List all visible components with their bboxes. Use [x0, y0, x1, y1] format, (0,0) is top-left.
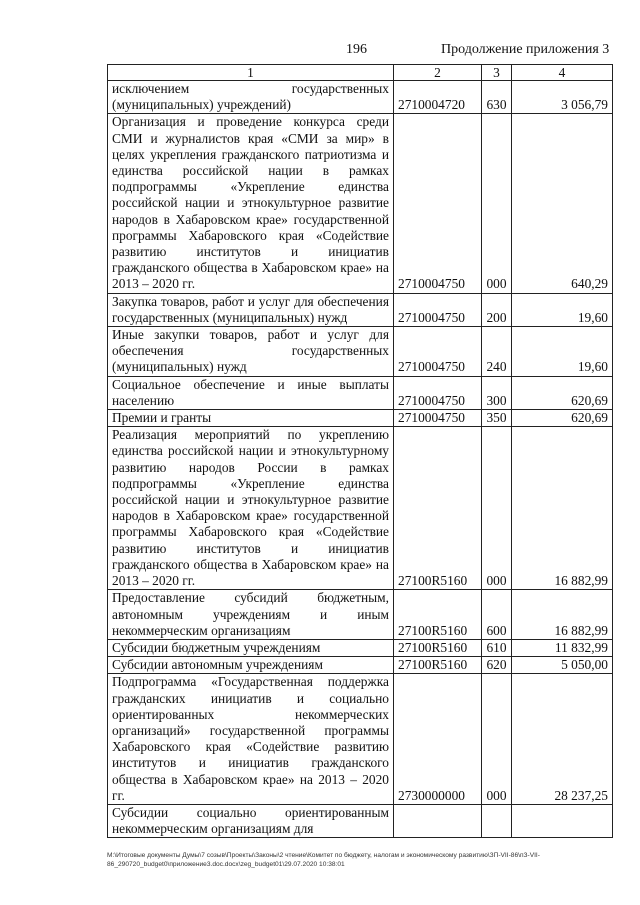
- row-name: Подпрограмма «Государственная поддержка гражданских инициатив и социально ориентированных некоммерческих организаций» государственной программы Хабаровского края «Содействие развитию институтов и инициатив гражданского общества в Хабаровском крае» на 2013 – 2020 гг.: [108, 674, 394, 805]
- row-code: 2710004750: [394, 327, 482, 377]
- row-name: исключением государственных (муниципальных) учреждений): [108, 81, 394, 114]
- row-code: 27100R5160: [394, 590, 482, 640]
- column-header-1: 1: [108, 65, 394, 81]
- budget-table: [107, 64, 613, 838]
- table-row: [108, 293, 613, 326]
- row-amount: 640,29: [512, 114, 613, 293]
- table-row: [108, 376, 613, 409]
- row-vr: 350: [482, 410, 512, 427]
- row-vr: 240: [482, 327, 512, 377]
- row-name: Субсидии автономным учреждениям: [108, 657, 394, 674]
- row-code: 2710004750: [394, 293, 482, 326]
- table-row: [108, 639, 613, 656]
- continuation-heading: Продолжение приложения 3: [441, 42, 610, 57]
- row-vr: 600: [482, 590, 512, 640]
- page-number: 196: [346, 42, 367, 57]
- row-code: 27100R5160: [394, 427, 482, 590]
- row-name: Реализация мероприятий по укреплению единства российской нации и этнокультурному развитию народов России в рамках подпрограммы «Укрепление единства российской нации и этнокультурное развитие народов в Хабаровском крае» государственной программы Хабаровского края «Содействие развитию институтов и инициатив гражданского общества в Хабаровском крае» на 2013 – 2020 гг.: [108, 427, 394, 590]
- row-code: 2710004750: [394, 410, 482, 427]
- row-amount: 19,60: [512, 293, 613, 326]
- row-amount: 5 050,00: [512, 657, 613, 674]
- row-code: 27100R5160: [394, 639, 482, 656]
- column-header-3: 3: [482, 65, 512, 81]
- table-row: [108, 327, 613, 377]
- table-header-row: [108, 65, 613, 81]
- row-code: 2730000000: [394, 674, 482, 805]
- row-code: [394, 804, 482, 837]
- row-vr: [482, 804, 512, 837]
- row-vr: 630: [482, 81, 512, 114]
- row-amount: 11 832,99: [512, 639, 613, 656]
- row-name: Премии и гранты: [108, 410, 394, 427]
- row-code: 2710004750: [394, 376, 482, 409]
- row-vr: 000: [482, 114, 512, 293]
- row-name: Закупка товаров, работ и услуг для обеспечения государственных (муниципальных) нужд: [108, 293, 394, 326]
- table-row: [108, 657, 613, 674]
- table-row: [108, 410, 613, 427]
- row-name: Предоставление субсидий бюджетным, автономным учреждениям и иным некоммерческим организациям: [108, 590, 394, 640]
- row-amount: 620,69: [512, 376, 613, 409]
- row-name: Субсидии бюджетным учреждениям: [108, 639, 394, 656]
- row-name: Субсидии социально ориентированным некоммерческим организациям для: [108, 804, 394, 837]
- table-row: [108, 590, 613, 640]
- row-amount: 16 882,99: [512, 590, 613, 640]
- row-vr: 200: [482, 293, 512, 326]
- row-vr: 300: [482, 376, 512, 409]
- row-name: Социальное обеспечение и иные выплаты населению: [108, 376, 394, 409]
- table-row: [108, 674, 613, 805]
- row-code: 2710004720: [394, 81, 482, 114]
- table-row: [108, 427, 613, 590]
- row-amount: 28 237,25: [512, 674, 613, 805]
- row-amount: 620,69: [512, 410, 613, 427]
- column-header-4: 4: [512, 65, 613, 81]
- row-vr: 000: [482, 674, 512, 805]
- row-vr: 610: [482, 639, 512, 656]
- row-name: Иные закупки товаров, работ и услуг для обеспечения государственных (муниципальных) нужд: [108, 327, 394, 377]
- row-amount: 19,60: [512, 327, 613, 377]
- table-row: [108, 804, 613, 837]
- column-header-2: 2: [394, 65, 482, 81]
- row-amount: 3 056,79: [512, 81, 613, 114]
- table-row: [108, 114, 613, 293]
- row-amount: [512, 804, 613, 837]
- row-code: 2710004750: [394, 114, 482, 293]
- row-vr: 620: [482, 657, 512, 674]
- row-code: 27100R5160: [394, 657, 482, 674]
- row-name: Организация и проведение конкурса среди СМИ и журналистов края «СМИ за мир» в целях укрепления гражданского патриотизма и единства российской нации в рамках подпрограммы «Укрепление единства российской нации и этнокультурное развитие народов в Хабаровском крае» государственной программы Хабаровского края «Содействие развитию институтов и инициатив гражданского общества в Хабаровском крае» на 2013 – 2020 гг.: [108, 114, 394, 293]
- table-row: [108, 81, 613, 114]
- file-path-footer: М:\Итоговые документы Думы\7 созыв\Проекты\Законы\2 чтение\Комитет по бюджету, налогам и экономическому развитию\ЗП-VII-86\пЗ-VII-86_290720_budget0\приложение3.doc.docx\zeg_budget01\29.07.2020 10:38:01: [107, 852, 540, 868]
- row-amount: 16 882,99: [512, 427, 613, 590]
- row-vr: 000: [482, 427, 512, 590]
